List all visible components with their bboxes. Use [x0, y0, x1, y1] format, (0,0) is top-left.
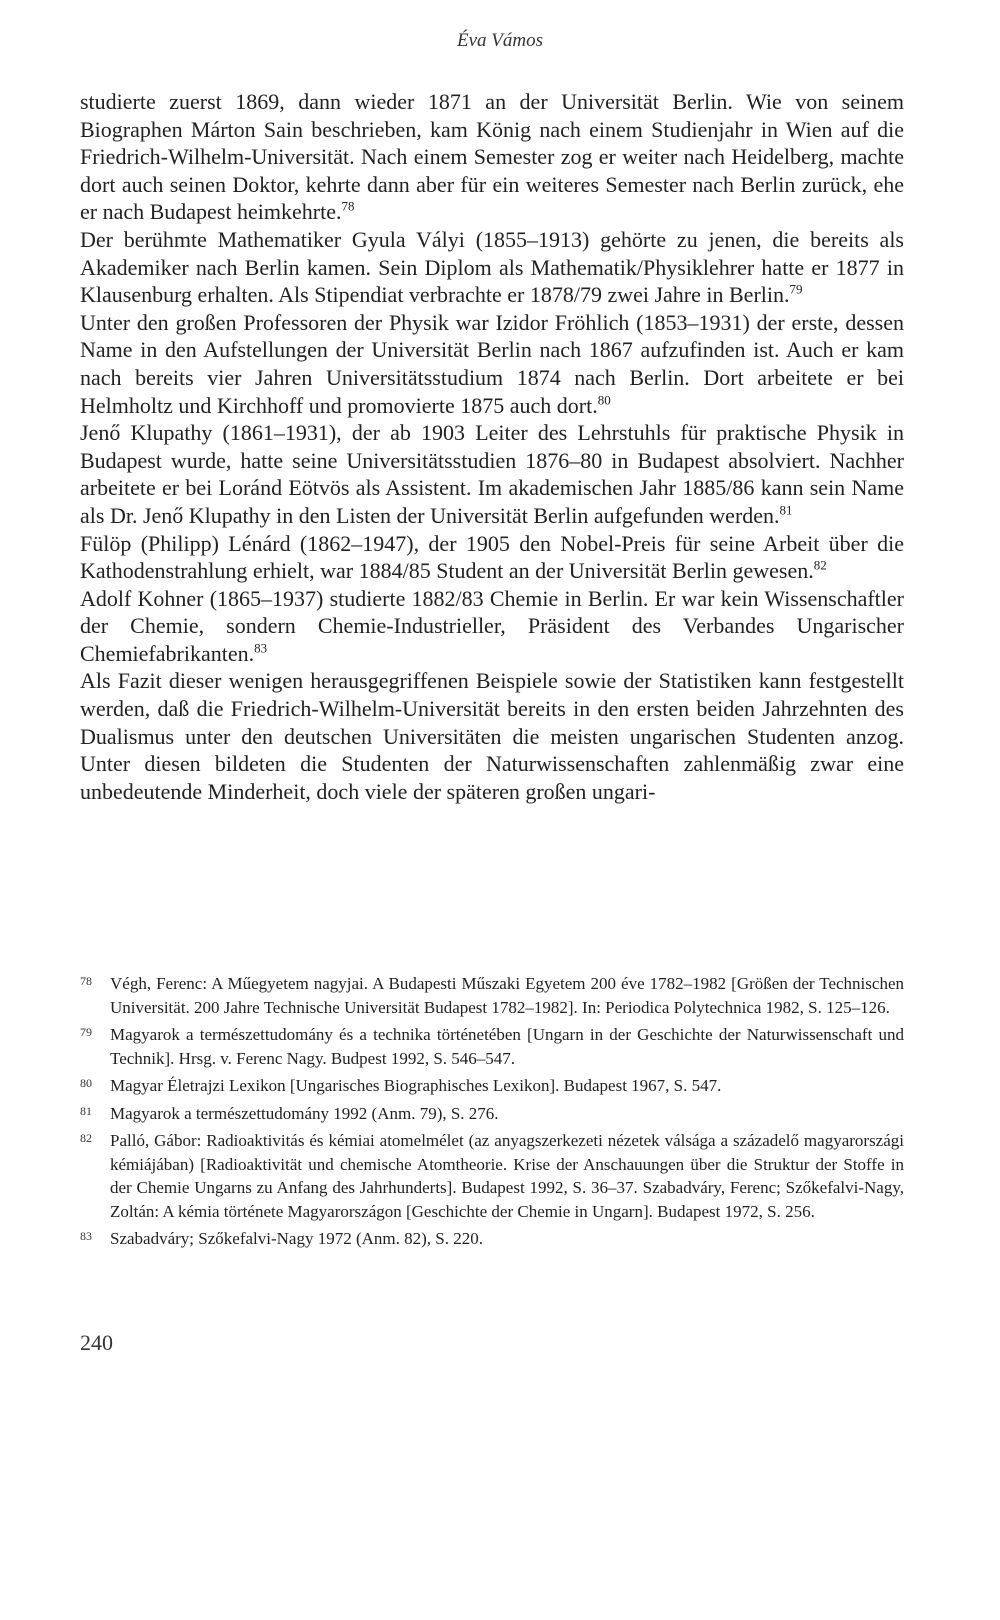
page-number: 240 — [80, 1330, 113, 1355]
paragraph — [80, 226, 904, 309]
paragraph-text: studierte zuerst 1869, dann wieder 1871 an der Universität Berlin. Wie von seinem Biographen Márton Sain beschrieben, kam König nach einem Studienjahr in Wien auf die Friedrich-Wilhelm-Universität. Nach einem Semester zog er weiter nach Heidelberg, machte dort auch seinen Doktor, kehrte dann aber für ein weiteres Semester nach Berlin zurück, ehe er nach Budapest heimkehrte. — [80, 89, 904, 225]
paragraph-text: Jenő Klupathy (1861–1931), der ab 1903 Leiter des Lehrstuhls für praktische Physik in Budapest wurde, hatte seine Universitätsstudien 1876–80 in Budapest absolviert. Nachher arbeitete er bei Loránd Eötvös als Assistent. Im akademischen Jahr 1885/86 kann sein Name als Dr. Jenő Klupathy in den Listen der Universität Berlin aufgefunden werden. — [80, 420, 904, 528]
running-head-author: Éva Vámos — [456, 30, 543, 51]
footnote-reference[interactable]: 81 — [779, 502, 793, 518]
footnote-text: Magyarok a természettudomány 1992 (Anm. 79), S. 276. — [110, 1103, 499, 1123]
footnote-number: 79 — [80, 1025, 92, 1039]
footnote-number: 83 — [80, 1229, 92, 1243]
paragraph-text: Fülöp (Philipp) Lénárd (1862–1947), der 1905 den Nobel-Preis für seine Arbeit über die Kathodenstrahlung erhielt, war 1884/85 Student an der Universität Berlin gewesen. — [80, 530, 904, 584]
paragraph-text: Der berühmte Mathematiker Gyula Vályi (1855–1913) gehörte zu jenen, die bereits als Akademiker nach Berlin kamen. Sein Diplom als Mathematik/Physiklehrer hatte er 1877 in Klausenburg erhalten. Als Stipendiat verbrachte er 1878/79 zwei Jahre in Berlin. — [80, 226, 904, 308]
footnote-reference[interactable]: 78 — [341, 199, 355, 215]
footnote-number: 81 — [80, 1103, 92, 1118]
paragraph-text: Als Fazit dieser wenigen herausgegriffenen Beispiele sowie der Statistiken kann festgestellt werden, daß die Friedrich-Wilhelm-Universität bereits in den ersten beiden Jahrzehnten des Dualismus unter den deutschen Universitäten die meisten ungarischen Studenten anzog. Unter diesen bildeten die Studenten der Naturwissenschaften zahlenmäßig zwar eine unbedeutende Minderheit, doch viele der späteren großen ungari- — [80, 668, 904, 804]
footnote-number: 80 — [80, 1076, 92, 1090]
footnote-reference[interactable]: 79 — [789, 281, 803, 297]
paragraph-text: Unter den großen Professoren der Physik war Izidor Fröhlich (1853–1931) der erste, dessen Name in den Aufstellungen der Universität Berlin nach 1867 aufzufinden ist. Auch er kam nach bereits vier Jahren Universitätsstudium 1874 nach Berlin. Dort arbeitete er bei Helmholtz und Kirchhoff und promovierte 1875 auch dort. — [80, 309, 904, 418]
footnote-reference[interactable]: 82 — [813, 557, 827, 573]
paragraph — [80, 667, 904, 805]
paragraph — [80, 530, 904, 585]
main-text — [80, 88, 904, 805]
paragraph-text: Adolf Kohner (1865–1937) studierte 1882/83 Chemie in Berlin. Er war kein Wissenschaftler der Chemie, sondern Chemie-Industrieller, Präsident des Verbandes Ungarischer Chemiefabrikanten. — [80, 585, 904, 666]
footnote-text: Magyarok a természettudomány és a technika történetében [Ungarn in der Geschichte der Naturwissenschaft und Technik]. Hrsg. v. Ferenc Nagy. Budpest 1992, S. 546–547. — [110, 1025, 904, 1068]
paragraph — [80, 88, 904, 226]
paragraph — [80, 585, 904, 668]
footnotes-section — [80, 972, 904, 1255]
footnote — [80, 1102, 904, 1126]
footnote-text: Palló, Gábor: Radioaktivitás és kémiai atomelmélet (az anyagszerkezeti nézetek válsága a századelő magyarországi kémiájában) [Radioaktivität und chemische Atomtheorie. Krise der Anschauungen über die Struktur der Stoffe in der Chemie Ungarns zu Anfang des Jahrhunderts]. Budapest 1992, S. 36–37. Szabadváry, Ferenc; Szőkefalvi-Nagy, Zoltán: A kémia története Magyarországon [Geschichte der Chemie in Ungarn]. Budapest 1972, S. 256. — [110, 1131, 904, 1221]
paragraph — [80, 419, 904, 529]
footnote-text: Szabadváry; Szőkefalvi-Nagy 1972 (Anm. 82), S. 220. — [110, 1229, 483, 1248]
paragraph — [80, 309, 904, 419]
footnote — [80, 1074, 904, 1098]
footnote-number: 78 — [80, 974, 92, 988]
footnote — [80, 1129, 904, 1223]
footnote — [80, 1023, 904, 1070]
footnote — [80, 1227, 904, 1251]
footnote-reference[interactable]: 83 — [254, 640, 268, 656]
footnote — [80, 972, 904, 1019]
footnote-reference[interactable]: 80 — [597, 392, 611, 408]
footnote-number: 82 — [80, 1131, 92, 1145]
footnote-text: Magyar Életrajzi Lexikon [Ungarisches Biographisches Lexikon]. Budapest 1967, S. 547. — [110, 1076, 722, 1095]
footnote-text: Végh, Ferenc: A Műegyetem nagyjai. A Budapesti Műszaki Egyetem 200 éve 1782–1982 [Größen der Technischen Universität. 200 Jahre Technische Universität Budapest 1782–1982]. In: Periodica Polytechnica 1982, S. 125–126. — [110, 974, 904, 1017]
